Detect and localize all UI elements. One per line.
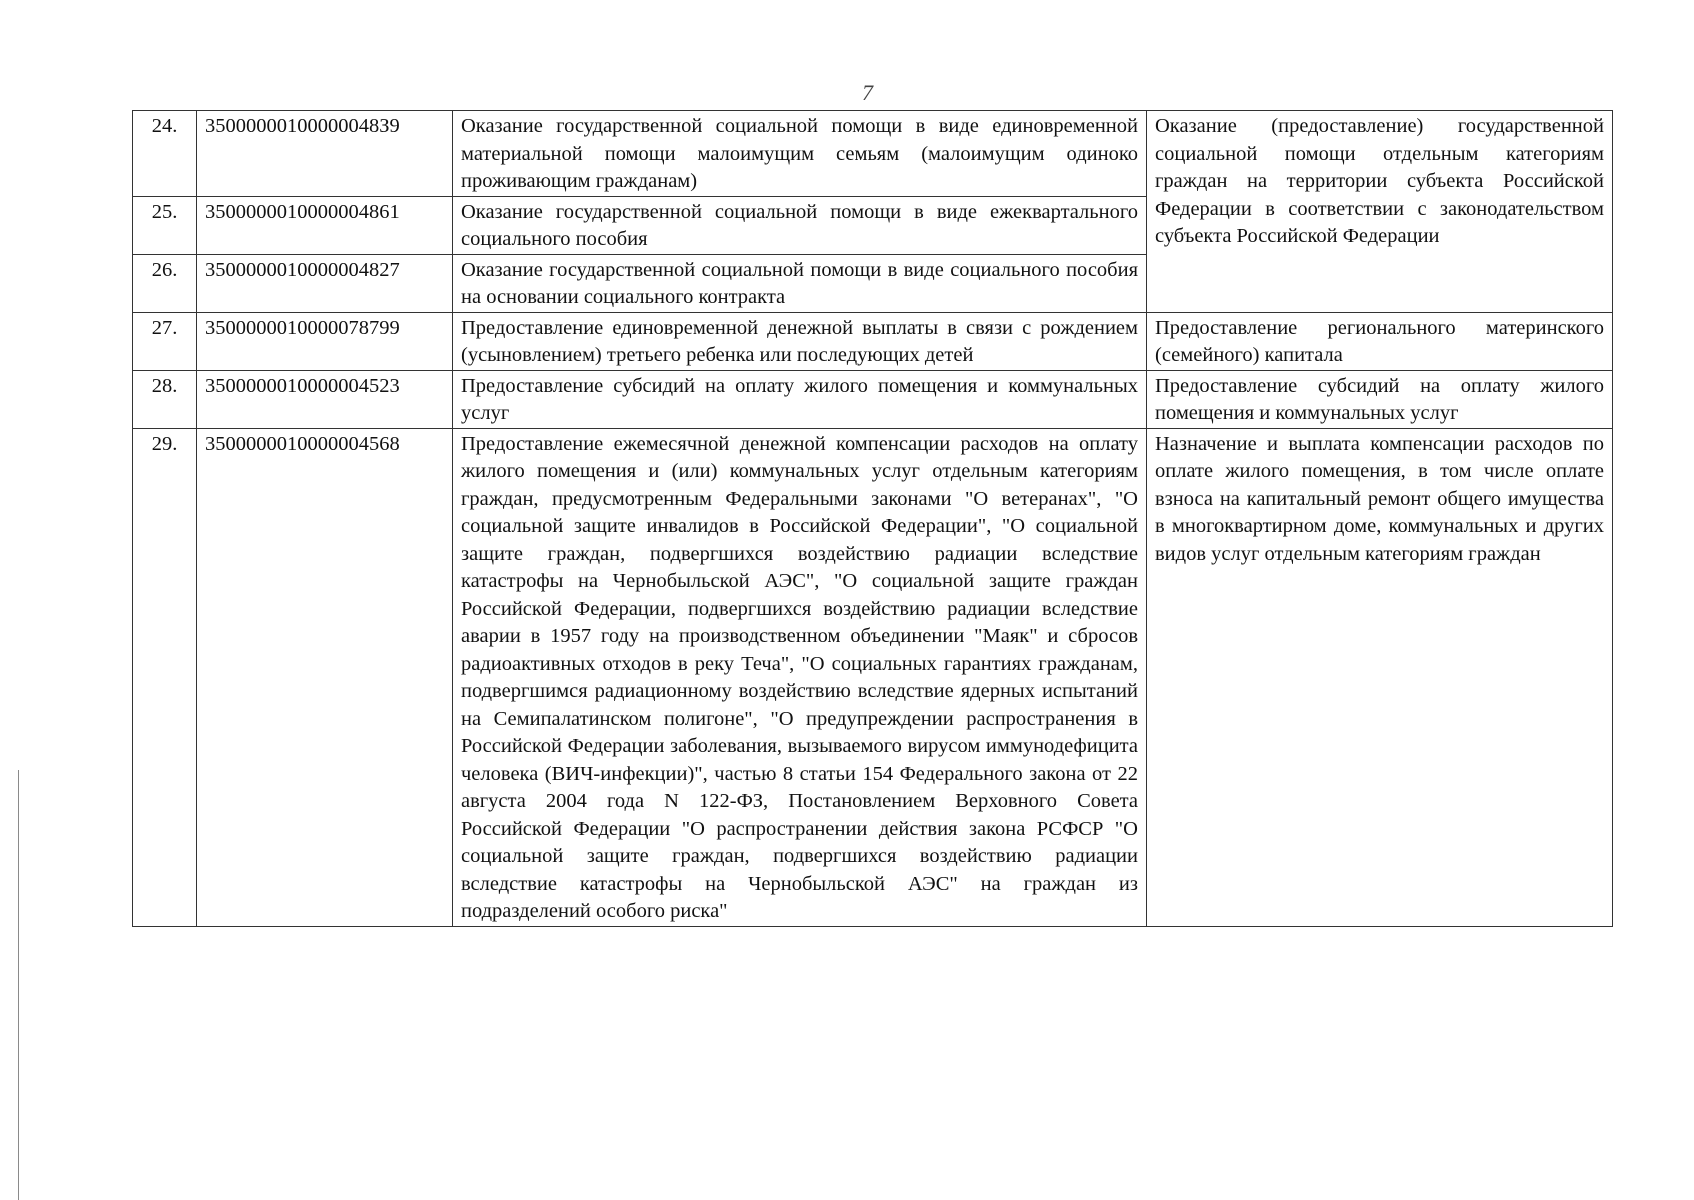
table-row bbox=[133, 428, 1613, 926]
services-table bbox=[132, 110, 1613, 927]
scan-edge-mark bbox=[18, 770, 19, 1200]
service-group: Предоставление субсидий на оплату жилого помещения и коммунальных услуг bbox=[1147, 370, 1613, 428]
service-name: Предоставление субсидий на оплату жилого помещения и коммунальных услуг bbox=[453, 370, 1147, 428]
service-group: Оказание (предоставление) государственной социальной помощи отдельным категориям граждан на территории субъекта Российской Федерации в соответствии с законодательством субъекта Российской Федерации bbox=[1147, 111, 1613, 313]
service-name: Оказание государственной социальной помощи в виде ежеквартального социального пособия bbox=[453, 196, 1147, 254]
service-code: 3500000010000004827 bbox=[197, 254, 453, 312]
service-name: Предоставление единовременной денежной выплаты в связи с рождением (усыновлением) третьего ребенка или последующих детей bbox=[453, 312, 1147, 370]
service-name: Оказание государственной социальной помощи в виде единовременной материальной помощи малоимущим семьям (малоимущим одиноко проживающим гражданам) bbox=[453, 111, 1147, 197]
service-code: 3500000010000004568 bbox=[197, 428, 453, 926]
row-number: 24. bbox=[133, 111, 197, 197]
service-name: Предоставление ежемесячной денежной компенсации расходов на оплату жилого помещения и (или) коммунальных услуг отдельным категориям граждан, предусмотренным Федеральными законами "О ветеранах", "О социальной защите инвалидов в Российской Федерации", "О социальной защите граждан, подвергшихся воздействию радиации вследствие катастрофы на Чернобыльской АЭС", "О социальной защите граждан Российской Федерации, подвергшихся воздействию радиации вследствие аварии в 1957 году на производственном объединении "Маяк" и сбросов радиоактивных отходов в реку Теча", "О социальных гарантиях гражданам, подвергшимся радиационному воздействию вследствие ядерных испытаний на Семипалатинском полигоне", "О предупреждении распространения в Российской Федерации заболевания, вызываемого вирусом иммунодефицита человека (ВИЧ-инфекции)", частью 8 статьи 154 Федерального закона от 22 августа 2004 года N 122-ФЗ, Постановлением Верховного Совета Российской Федерации "О распространении действия закона РСФСР "О социальной защите граждан, подвергшихся воздействию радиации вследствие катастрофы на Чернобыльской АЭС" на граждан из подразделений особого риска" bbox=[453, 428, 1147, 926]
row-number: 25. bbox=[133, 196, 197, 254]
row-number: 29. bbox=[133, 428, 197, 926]
page-number: 7 bbox=[862, 80, 873, 105]
row-number: 26. bbox=[133, 254, 197, 312]
row-number: 27. bbox=[133, 312, 197, 370]
row-number: 28. bbox=[133, 370, 197, 428]
service-group: Предоставление регионального материнского (семейного) капитала bbox=[1147, 312, 1613, 370]
service-code: 3500000010000004523 bbox=[197, 370, 453, 428]
table-row bbox=[133, 370, 1613, 428]
service-code: 35000000100000048З9 bbox=[197, 111, 453, 197]
service-group: Назначение и выплата компенсации расходов по оплате жилого помещения, в том числе оплате взноса на капитальный ремонт общего имущества в многоквартирном доме, коммунальных и других видов услуг отдельным категориям граждан bbox=[1147, 428, 1613, 926]
table-row bbox=[133, 111, 1613, 197]
service-code: 3500000010000004861 bbox=[197, 196, 453, 254]
service-name: Оказание государственной социальной помощи в виде социального пособия на основании социального контракта bbox=[453, 254, 1147, 312]
service-code: 3500000010000078799 bbox=[197, 312, 453, 370]
table-row bbox=[133, 312, 1613, 370]
